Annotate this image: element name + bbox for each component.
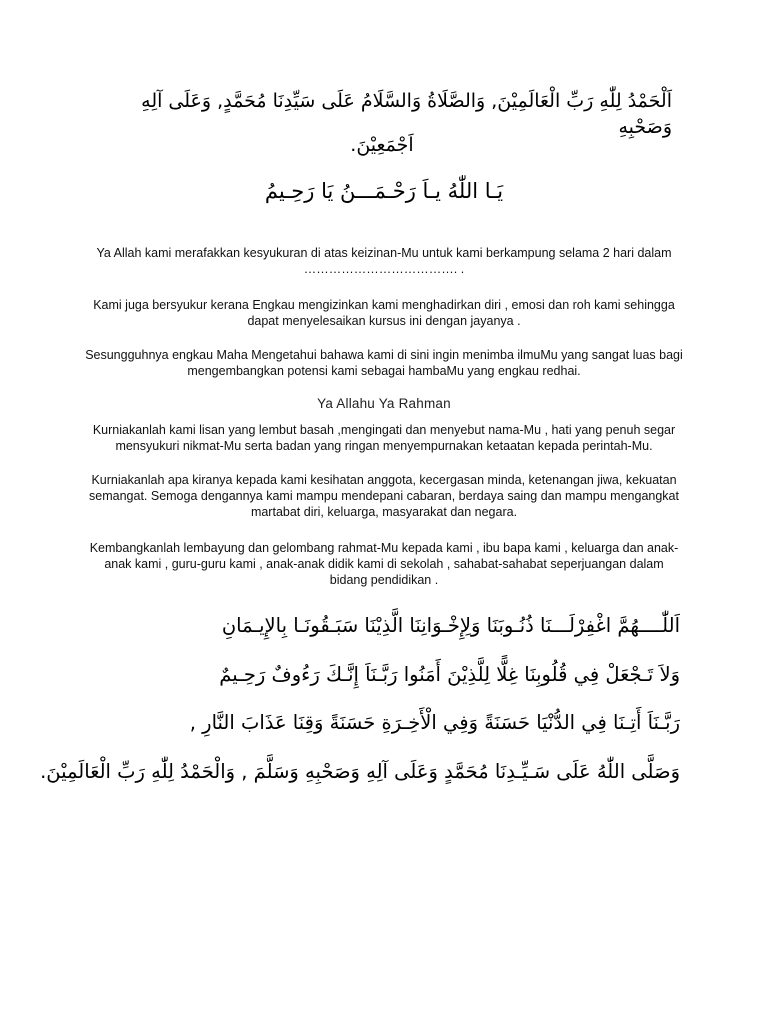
arabic-closing-line-3: رَبَّـنَاَ أَتِـنَا فِي الدُّنْيَا حَسَنَةً وَفِي الْأَخِـرَةِ حَسَنَةً وَقِنَا عَذَابَ النَّارِ ,	[189, 711, 680, 734]
paragraph-gratitude-attendance: Kami juga bersyukur kerana Engkau mengizinkan kami menghadirkan diri , emosi dan roh kami sehingga dapat menyelesaikan kursus ini dengan jayanya .	[93, 298, 675, 328]
arabic-opening-line-2: اَجْمَعِيْنَ.	[350, 134, 414, 156]
arabic-closing-line-4: وَصَلَّى اللّٰهُ عَلَى سَـيِّـدِنَا مُحَمَّدٍ وَعَلَى آلِهِ وَصَحْبِهِ وَسَلَّمَ , وَالْحَمْدُ لِلّٰهِ رَبِّ الْعَالَمِيْنَ.	[40, 760, 680, 783]
paragraph-health-strength: Kurniakanlah apa kiranya kepada kami kesihatan anggota, kecergasan minda, ketenangan jiwa, kekuatan semangat. Semoga dengannya kami mampu mendepani cabaran, berdaya saing dan mampu mengangkat martabat diri, keluarga, masyarakat dan negara.	[89, 473, 679, 519]
paragraph-mercy-family: Kembangkanlah lembayung dan gelombang rahmat-Mu kepada kami , ibu bapa kami , keluarga dan anak-anak kami , guru-guru kami , anak-anak didik kami di sekolah , sahabat-sahabat seperjuangan dalam bidang pendidikan .	[89, 541, 679, 587]
arabic-opening-line-1: اَلْحَمْدُ لِلّٰهِ رَبِّ الْعَالَمِيْنَ, وَالصَّلَاةُ وَالسَّلَامُ عَلَى سَيِّدِنَا مُحَمَّدٍ, وَعَلَى آلِهِ وَصَحْبِهِ	[141, 90, 672, 138]
paragraph-gratitude-gathering: Ya Allah kami merafakkan kesyukuran di atas keizinan-Mu untuk kami berkampung selama 2 hari dalam ………………………………. .	[96, 246, 672, 276]
section-heading: Ya Allahu Ya Rahman	[317, 396, 451, 411]
arabic-invocation: يَـا اللّٰهُ يـاَ رَحْـمَـــنُ يَا رَحِـيمُ	[264, 179, 504, 203]
paragraph-gentle-tongue: Kurniakanlah kami lisan yang lembut basah ,mengingati dan menyebut nama-Mu , hati yang penuh segar mensyukuri nikmat-Mu serta badan yang ringan menyempurnakan ketaatan kepada perintah-Mu.	[92, 423, 676, 453]
arabic-closing-line-1: اَللّٰــــهُمَّ اغْفِرْلَـــنَا ذُنُـوبَنَا وَلِإِخْـوَانِنَا الَّذِيْنَا سَبَـقُونَـا بِالإِيـمَانِ	[221, 614, 680, 637]
arabic-closing-line-2: وَلاَ تَـجْعَلْ فِي قُلُوبِنَا غِلًّا لِلَّذِيْنَ أَمَنُوا رَبَّـنَاَ إِنَّـكَ رَءُوفٌ رَحِـيمٌ	[219, 663, 680, 686]
paragraph-seeking-knowledge: Sesungguhnya engkau Maha Mengetahui bahawa kami di sini ingin menimba ilmuMu yang sangat luas bagi mengembangkan potensi kami sebagai hambaMu yang engkau redhai.	[85, 348, 683, 378]
